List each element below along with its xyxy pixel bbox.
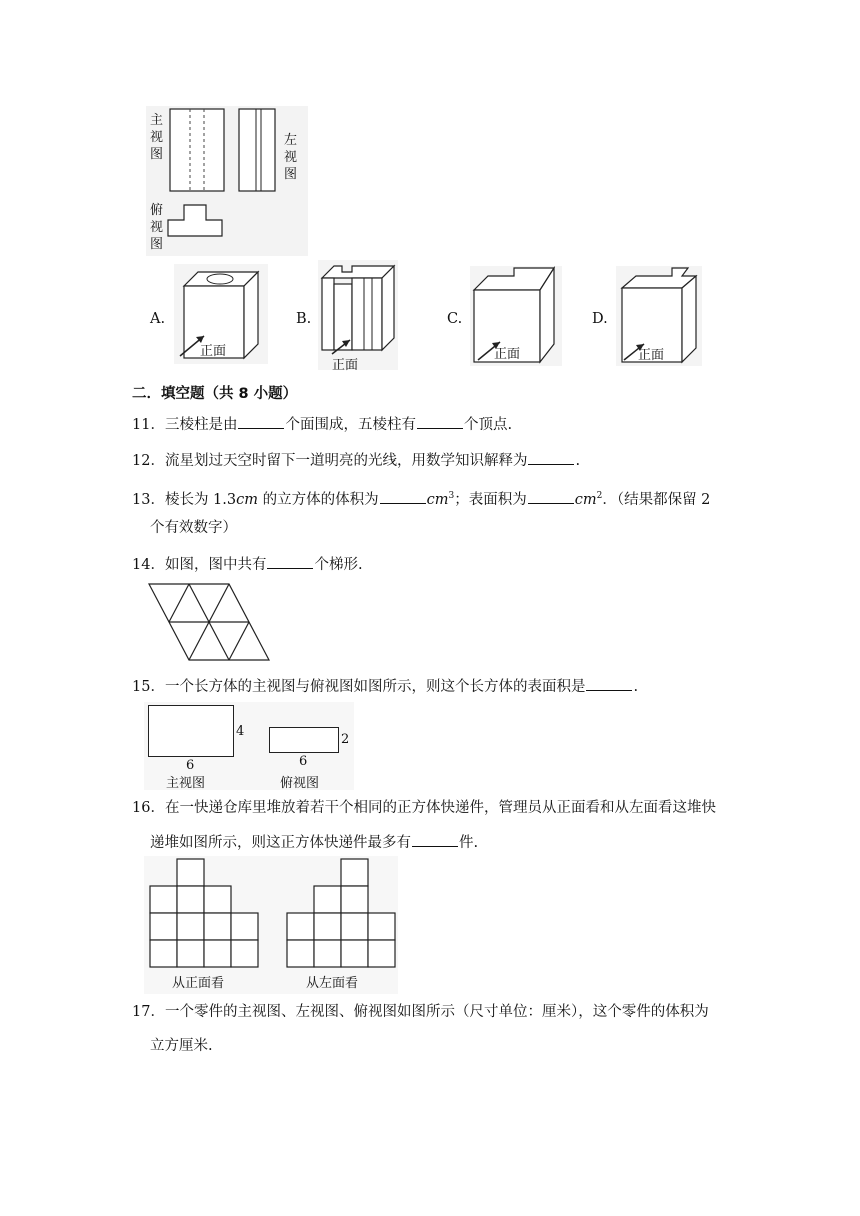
q16-text-2: 递堆如图所示，则这正方体快递件最多有 xyxy=(150,835,411,851)
q11-number: 11． xyxy=(132,417,165,433)
q11-text-3: 个顶点. xyxy=(463,417,513,433)
option-b-letter: B. xyxy=(296,311,312,327)
q16-left-label: 从左面看 xyxy=(306,976,359,991)
q13-text-3: ；表面积为 xyxy=(454,491,527,508)
q16-number: 16． xyxy=(132,800,165,816)
option-c-figure xyxy=(470,266,562,366)
q13-blank-1[interactable] xyxy=(380,489,426,504)
question-15 xyxy=(132,676,638,697)
option-c-face-label: 正面 xyxy=(494,347,521,362)
q12-text-2: . xyxy=(575,453,581,469)
question-16-line-2 xyxy=(150,832,478,853)
q14-text-1: 如图，图中共有 xyxy=(164,557,267,573)
q16-figure xyxy=(144,856,398,994)
q13-exp-3: 3 xyxy=(448,491,455,501)
option-d-face-label: 正面 xyxy=(638,348,665,363)
left-view-label: 左 视 图 xyxy=(284,133,298,182)
option-a-figure xyxy=(174,264,268,364)
trapezoid-grid-drawing xyxy=(144,582,274,664)
q15-blank[interactable] xyxy=(586,676,632,691)
q15-top-width: 6 xyxy=(299,754,308,769)
q13-text-2: 的立方体的体积为 xyxy=(258,491,379,508)
question-11 xyxy=(132,414,512,435)
q11-text-1: 三棱柱是由 xyxy=(164,417,238,433)
question-13 xyxy=(132,486,710,510)
q13-number: 13． xyxy=(132,491,165,508)
section-title: 二．填空题（共 8 小题） xyxy=(132,386,298,402)
q14-figure xyxy=(144,582,274,664)
q13-unit: cm xyxy=(236,491,258,508)
q15-front-height: 4 xyxy=(236,724,245,739)
question-12 xyxy=(132,450,580,471)
question-14 xyxy=(132,554,363,575)
q13-exp-2: 2 xyxy=(596,491,603,501)
option-a-letter: A. xyxy=(150,311,166,327)
q13-unit-3: cm xyxy=(426,491,449,508)
q15-top-label: 俯视图 xyxy=(280,776,320,791)
q16-views-drawing xyxy=(144,856,398,968)
q15-number: 15． xyxy=(132,679,165,695)
option-d-figure xyxy=(616,266,702,366)
three-view-figure xyxy=(146,106,308,256)
question-16 xyxy=(132,798,716,818)
q15-front-label: 主视图 xyxy=(166,776,206,791)
question-17 xyxy=(132,1002,709,1022)
front-view-label: 主 视 图 xyxy=(150,113,164,162)
q12-number: 12． xyxy=(132,453,165,469)
q15-front-width: 6 xyxy=(186,758,195,773)
q11-blank-1[interactable] xyxy=(238,414,284,429)
option-c-letter: C. xyxy=(447,311,463,327)
q15-text-2: . xyxy=(633,679,639,695)
q14-blank[interactable] xyxy=(267,554,313,569)
q11-text-2: 个面围成，五棱柱有 xyxy=(285,417,416,433)
q15-top-rect xyxy=(269,727,339,753)
option-b-face-label: 正面 xyxy=(332,358,359,373)
q14-number: 14． xyxy=(132,557,165,573)
q15-front-rect xyxy=(148,705,234,757)
q13-blank-2[interactable] xyxy=(528,489,574,504)
q13-unit-2: cm xyxy=(574,491,597,508)
q15-figure xyxy=(144,702,354,790)
q11-blank-2[interactable] xyxy=(417,414,463,429)
q14-text-2: 个梯形. xyxy=(314,557,363,573)
q16-front-label: 从正面看 xyxy=(172,976,225,991)
question-17-line-2: 立方厘米. xyxy=(150,1038,213,1054)
option-d-letter: D. xyxy=(592,311,608,327)
question-13-line-2: 个有效数字） xyxy=(150,520,237,536)
q12-text-1: 流星划过天空时留下一道明亮的光线，用数学知识解释为 xyxy=(164,453,528,469)
q15-text-1: 一个长方体的主视图与俯视图如图所示，则这个长方体的表面积是 xyxy=(164,679,586,695)
q16-blank[interactable] xyxy=(412,832,458,847)
q12-blank[interactable] xyxy=(528,450,574,465)
q16-text-3: 件. xyxy=(459,835,479,851)
option-a-face-label: 正面 xyxy=(200,344,227,359)
q13-text-1: 棱长为 1.3 xyxy=(164,491,237,508)
q15-top-height: 2 xyxy=(341,732,350,747)
q17-text-1: 一个零件的主视图、左视图、俯视图如图所示（尺寸单位：厘米），这个零件的体积为 xyxy=(164,1004,709,1020)
q17-number: 17． xyxy=(132,1004,165,1020)
option-b-figure xyxy=(318,260,398,373)
top-view-label: 俯 视 图 xyxy=(150,203,164,252)
q16-text-1: 在一快递仓库里堆放着若干个相同的正方体快递件，管理员从正面看和从左面看这堆快 xyxy=(164,800,716,816)
q13-text-4: ．（结果都保留 2 xyxy=(602,491,711,508)
